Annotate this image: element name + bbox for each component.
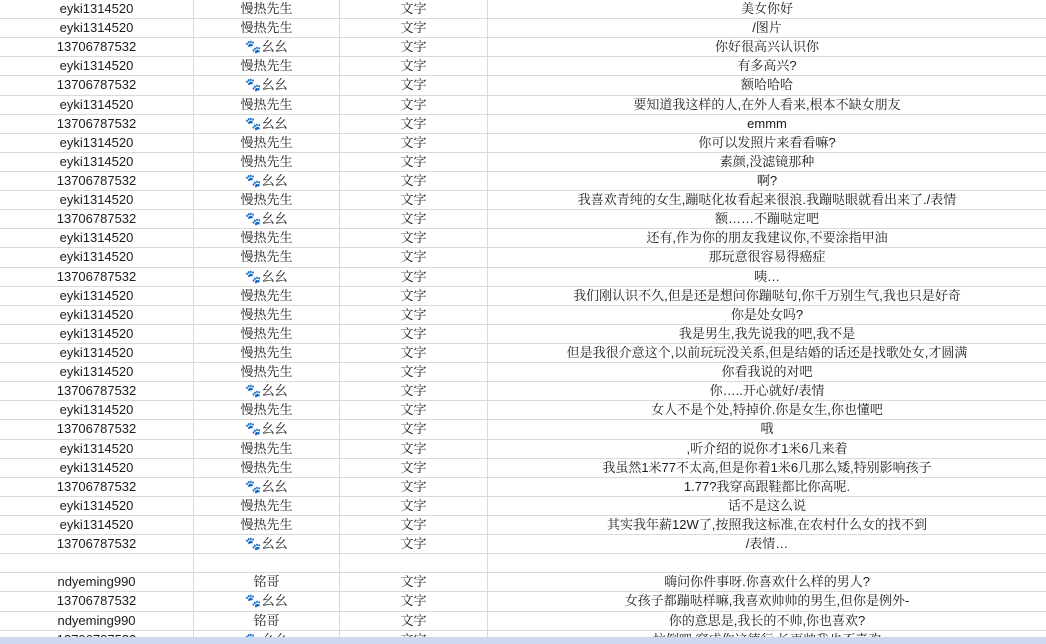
table-row	[0, 76, 1046, 95]
cell-account[interactable]: 13706787532	[0, 478, 194, 496]
bottom-selection-bar	[0, 637, 1046, 644]
cell-nickname[interactable]: 🐾幺幺	[194, 592, 340, 610]
cell-account[interactable]: 13706787532	[0, 172, 194, 190]
table-row	[0, 115, 1046, 134]
cell-account[interactable]: eyki1314520	[0, 229, 194, 247]
cell-message[interactable]: 哦	[760, 421, 774, 437]
cell-account[interactable]: eyki1314520	[0, 153, 194, 171]
cell-nickname[interactable]: 铭哥	[194, 612, 340, 630]
cell-message[interactable]: 还有,作为你的朋友我建议你,不要涂指甲油	[646, 230, 888, 246]
cell-nickname[interactable]: 慢热先生	[194, 191, 340, 209]
cell-nickname[interactable]: 慢热先生	[194, 516, 340, 534]
table-row	[0, 96, 1046, 115]
cell-nickname[interactable]: 慢热先生	[194, 19, 340, 37]
cell-account[interactable]: eyki1314520	[0, 440, 194, 458]
cell-message[interactable]: 女孩子都蹦哒样嘛,我喜欢帅帅的男生,但你是例外-	[624, 593, 910, 609]
cell-message[interactable]: 你…..开心就好/表情	[709, 383, 825, 399]
cell-message[interactable]: 话不是这么说	[727, 497, 806, 513]
cell-message-type[interactable]: 文字	[340, 592, 488, 610]
table-row	[0, 363, 1046, 382]
cell-account[interactable]: eyki1314520	[0, 459, 194, 477]
cell-nickname[interactable]: 慢热先生	[194, 229, 340, 247]
cell-account[interactable]: eyki1314520	[0, 57, 194, 75]
cell-nickname[interactable]: 慢热先生	[194, 401, 340, 419]
table-row	[0, 478, 1046, 497]
cell-message-type[interactable]: 文字	[340, 96, 488, 114]
table-row	[0, 210, 1046, 229]
cell-account[interactable]: 13706787532	[0, 420, 194, 438]
cell-message[interactable]: 但是我很介意这个,以前玩玩没关系,但是结婚的话还是找歌处女,才圆满	[566, 345, 968, 361]
cell-nickname[interactable]: 慢热先生	[194, 287, 340, 305]
cell-account[interactable]: eyki1314520	[0, 19, 194, 37]
table-row	[0, 612, 1046, 631]
table-row	[0, 191, 1046, 210]
cell-message-type[interactable]: 文字	[340, 76, 488, 94]
table-row	[0, 573, 1046, 592]
cell-account[interactable]: 13706787532	[0, 592, 194, 610]
table-row	[0, 229, 1046, 248]
cell-account[interactable]: 13706787532	[0, 210, 194, 228]
cell-nickname[interactable]: 慢热先生	[194, 344, 340, 362]
cell-message-type[interactable]: 文字	[340, 420, 488, 438]
cell-message-type[interactable]	[340, 554, 488, 572]
cell-account[interactable]: eyki1314520	[0, 516, 194, 534]
cell-nickname[interactable]	[194, 554, 340, 572]
table-row	[0, 248, 1046, 267]
cell-message-type[interactable]: 文字	[340, 172, 488, 190]
cell-account[interactable]: 13706787532	[0, 115, 194, 133]
cell-message-type[interactable]: 文字	[340, 248, 488, 266]
cell-account[interactable]: eyki1314520	[0, 134, 194, 152]
cell-message-type[interactable]: 文字	[340, 306, 488, 324]
cell-message[interactable]: ,听介绍的说你才1米6几来着	[686, 440, 848, 456]
cell-account[interactable]: eyki1314520	[0, 401, 194, 419]
table-row	[0, 420, 1046, 439]
cell-nickname[interactable]: 慢热先生	[194, 134, 340, 152]
cell-message-type[interactable]: 文字	[340, 287, 488, 305]
table-row	[0, 497, 1046, 516]
cell-nickname[interactable]: 慢热先生	[194, 363, 340, 381]
cell-message-type[interactable]: 文字	[340, 153, 488, 171]
cell-message-type[interactable]: 文字	[340, 382, 488, 400]
cell-nickname[interactable]: 🐾幺幺	[194, 76, 340, 94]
cell-message-type[interactable]: 文字	[340, 516, 488, 534]
cell-message[interactable]: /图片	[752, 20, 782, 36]
cell-nickname[interactable]: 🐾幺幺	[194, 115, 340, 133]
cell-account[interactable]: 13706787532	[0, 38, 194, 56]
cell-message-type[interactable]: 文字	[340, 229, 488, 247]
table-row	[0, 592, 1046, 611]
cell-message[interactable]: 那玩意很容易得癌症	[708, 249, 826, 265]
cell-message-type[interactable]: 文字	[340, 325, 488, 343]
cell-nickname[interactable]: 慢热先生	[194, 153, 340, 171]
cell-nickname[interactable]: 慢热先生	[194, 497, 340, 515]
table-row	[0, 19, 1046, 38]
cell-account[interactable]: eyki1314520	[0, 325, 194, 343]
cell-message[interactable]: 有多高兴?	[737, 58, 797, 74]
table-row	[0, 57, 1046, 76]
cell-message-type[interactable]: 文字	[340, 401, 488, 419]
cell-account[interactable]: eyki1314520	[0, 248, 194, 266]
cell-nickname[interactable]: 慢热先生	[194, 96, 340, 114]
cell-message-type[interactable]: 文字	[340, 210, 488, 228]
cell-message[interactable]: 你看我说的对吧	[721, 364, 813, 380]
cell-message[interactable]: 我喜欢青纯的女生,蹦哒化妆看起来很浪.我蹦哒眼就看出来了./表情	[577, 192, 957, 208]
table-row	[0, 554, 1046, 573]
cell-message[interactable]: 你可以发照片来看看嘛?	[698, 134, 836, 150]
cell-message[interactable]: 我们刚认识不久,但是还是想问你蹦哒句,你千万别生气,我也只是好奇	[573, 287, 961, 303]
cell-account[interactable]: 13706787532	[0, 382, 194, 400]
table-row	[0, 344, 1046, 363]
cell-message-type[interactable]: 文字	[340, 19, 488, 37]
cell-account[interactable]: ndyeming990	[0, 612, 194, 630]
cell-message-type[interactable]: 文字	[340, 363, 488, 381]
cell-account[interactable]: 13706787532	[0, 76, 194, 94]
table-row	[0, 382, 1046, 401]
table-row	[0, 459, 1046, 478]
cell-account[interactable]: 13706787532	[0, 535, 194, 553]
cell-message[interactable]: 要知道我这样的人,在外人看来,根本不缺女朋友	[633, 96, 901, 112]
table-row	[0, 401, 1046, 420]
cell-nickname[interactable]: 🐾幺幺	[194, 420, 340, 438]
cell-nickname[interactable]: 🐾幺幺	[194, 210, 340, 228]
cell-account[interactable]: eyki1314520	[0, 363, 194, 381]
cell-nickname[interactable]: 🐾幺幺	[194, 382, 340, 400]
cell-nickname[interactable]: 铭哥	[194, 573, 340, 591]
cell-message[interactable]: 额……不蹦哒定吧	[714, 211, 819, 227]
table-row	[0, 287, 1046, 306]
cell-message[interactable]: 咦…	[753, 268, 780, 284]
cell-account[interactable]: eyki1314520	[0, 0, 194, 18]
cell-message[interactable]: 嗨问你件事呀.你喜欢什么样的男人?	[664, 574, 870, 590]
cell-message[interactable]: 美女你好	[740, 1, 793, 17]
cell-account[interactable]: 13706787532	[0, 268, 194, 286]
table-row	[0, 535, 1046, 554]
table-row	[0, 325, 1046, 344]
table-row	[0, 153, 1046, 172]
table-row	[0, 38, 1046, 57]
cell-message[interactable]: 啊?	[756, 173, 778, 189]
cell-message[interactable]	[488, 554, 1046, 572]
cell-nickname[interactable]: 慢热先生	[194, 57, 340, 75]
cell-message-type[interactable]: 文字	[340, 191, 488, 209]
cell-account[interactable]: eyki1314520	[0, 191, 194, 209]
table-row	[0, 516, 1046, 535]
cell-message-type[interactable]: 文字	[340, 344, 488, 362]
cell-message[interactable]: emmm	[747, 115, 787, 131]
cell-message[interactable]: 我是男生,我先说我的吧,我不是	[678, 325, 856, 341]
cell-nickname[interactable]: 慢热先生	[194, 306, 340, 324]
cell-message[interactable]: 素颜,没滤镜那种	[719, 153, 815, 169]
table-row	[0, 172, 1046, 191]
cell-nickname[interactable]: 慢热先生	[194, 0, 340, 18]
cell-message-type[interactable]: 文字	[340, 440, 488, 458]
cell-account[interactable]: eyki1314520	[0, 96, 194, 114]
cell-nickname[interactable]: 🐾幺幺	[194, 535, 340, 553]
cell-message[interactable]: 你的意思是,我长的不帅,你也喜欢?	[668, 612, 866, 628]
cell-account[interactable]: ndyeming990	[0, 573, 194, 591]
table-row	[0, 0, 1046, 19]
cell-message[interactable]: 1.77?我穿高跟鞋都比你高呢.	[683, 478, 851, 494]
cell-message-type[interactable]: 文字	[340, 268, 488, 286]
cell-message[interactable]: 额哈哈哈	[740, 77, 793, 93]
cell-message-type[interactable]: 文字	[340, 573, 488, 591]
table-row	[0, 268, 1046, 287]
cell-message-type[interactable]: 文字	[340, 478, 488, 496]
cell-nickname[interactable]: 🐾幺幺	[194, 172, 340, 190]
cell-message[interactable]: 女人不是个处,特掉价.你是女生,你也懂吧	[651, 402, 883, 418]
cell-message-type[interactable]: 文字	[340, 535, 488, 553]
cell-message[interactable]: /表情…	[745, 536, 789, 552]
cell-nickname[interactable]: 慢热先生	[194, 325, 340, 343]
cell-message-type[interactable]: 文字	[340, 497, 488, 515]
cell-message[interactable]: 你是处女吗?	[730, 306, 804, 322]
cell-account[interactable]: eyki1314520	[0, 344, 194, 362]
cell-message[interactable]: 其实我年薪12W了,按照我这标准,在农村什么女的找不到	[607, 517, 927, 532]
cell-nickname[interactable]: 慢热先生	[194, 248, 340, 266]
cell-message-type[interactable]: 文字	[340, 57, 488, 75]
cell-account[interactable]: eyki1314520	[0, 287, 194, 305]
cell-account[interactable]: eyki1314520	[0, 306, 194, 324]
cell-message[interactable]: 我虽然1米77不太高,但是你着1米6几那么矮,特别影响孩子	[602, 459, 932, 475]
cell-account[interactable]	[0, 554, 194, 572]
table-row	[0, 306, 1046, 325]
table-row	[0, 134, 1046, 153]
cell-message-type[interactable]: 文字	[340, 459, 488, 477]
cell-nickname[interactable]: 慢热先生	[194, 459, 340, 477]
cell-message-type[interactable]: 文字	[340, 0, 488, 18]
table-row	[0, 440, 1046, 459]
cell-message-type[interactable]: 文字	[340, 38, 488, 56]
cell-nickname[interactable]: 🐾幺幺	[194, 38, 340, 56]
cell-nickname[interactable]: 慢热先生	[194, 440, 340, 458]
cell-message-type[interactable]: 文字	[340, 115, 488, 133]
cell-nickname[interactable]: 🐾幺幺	[194, 478, 340, 496]
cell-nickname[interactable]: 🐾幺幺	[194, 268, 340, 286]
cell-message-type[interactable]: 文字	[340, 612, 488, 630]
cell-message[interactable]: 你好很高兴认识你	[714, 39, 819, 55]
cell-message-type[interactable]: 文字	[340, 134, 488, 152]
cell-account[interactable]: eyki1314520	[0, 497, 194, 515]
